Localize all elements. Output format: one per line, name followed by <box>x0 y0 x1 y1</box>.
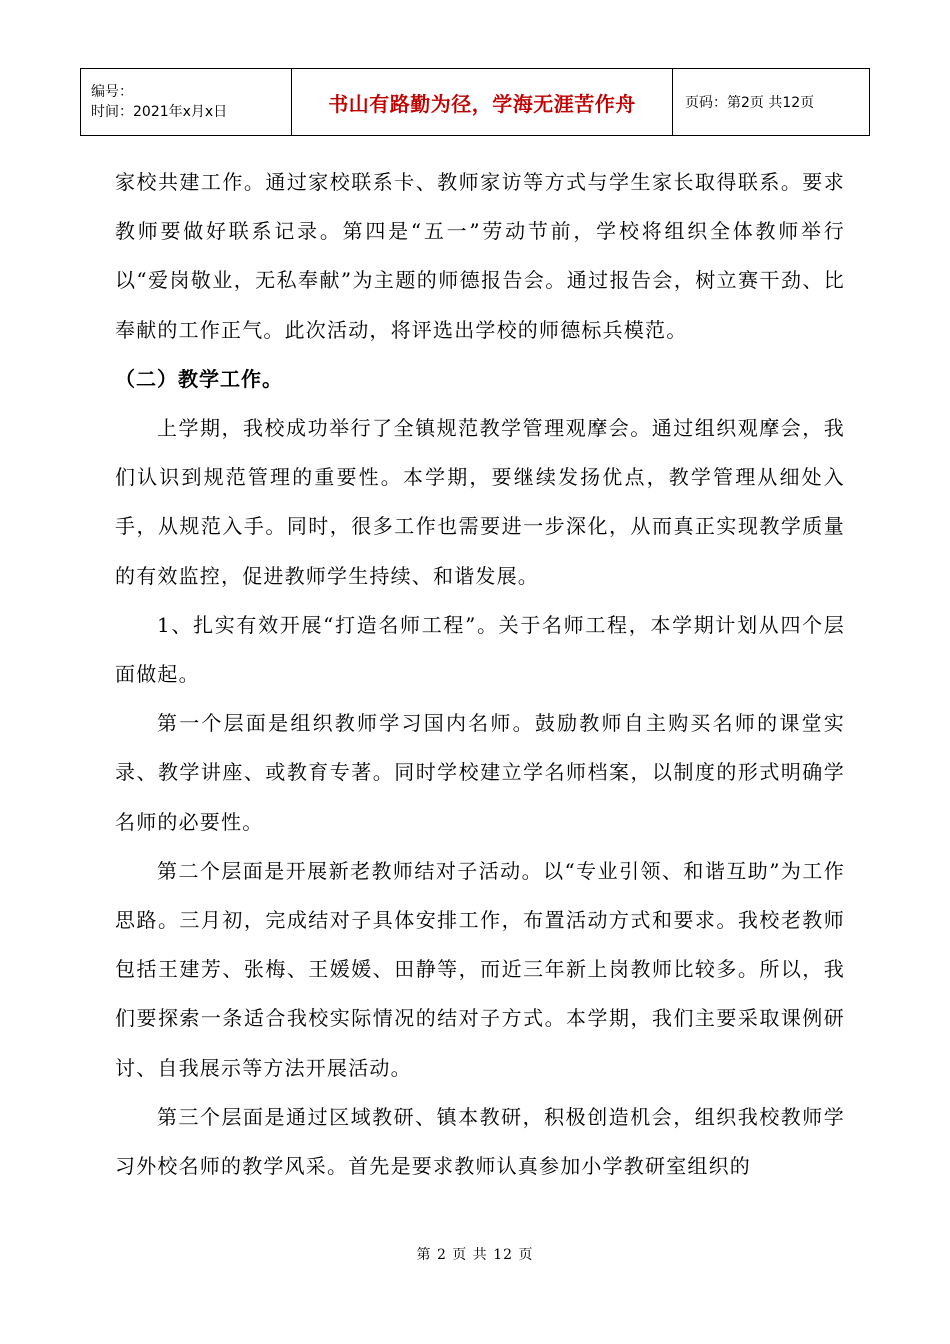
document-date-label: 时间：2021年x月x日 <box>91 104 228 120</box>
document-header <box>80 68 870 136</box>
body-paragraph: 上学期，我校成功举行了全镇规范教学管理观摩会。通过组织观摩会，我们认识到规范管理的重要性。本学期，要继续发扬优点，教学管理从细处入手，从规范入手。同时，很多工作也需要进一步深化，从而真正实现教学质量的有效监控，促进教师学生持续、和谐发展。 <box>115 416 845 588</box>
body-paragraph: 家校共建工作。通过家校联系卡、教师家访等方式与学生家长取得联系。要求教师要做好联系记录。第四是“五一”劳动节前，学校将组织全体教师举行以“爱岗敬业，无私奉献”为主题的师德报告会。通过报告会，树立赛干劲、比奉献的工作正气。此次活动，将评选出学校的师德标兵模范。 <box>115 170 845 342</box>
section-heading: （二）教学工作。 <box>115 366 283 391</box>
document-number-label: 编号： <box>91 84 133 100</box>
header-meta <box>81 69 292 136</box>
body-paragraph: 1、扎实有效开展“打造名师工程”。关于名师工程，本学期计划从四个层面做起。 <box>115 612 845 687</box>
body-paragraph: 第二个层面是开展新老教师结对子活动。以“专业引领、和谐互助”为工作思路。三月初，完成结对子具体安排工作，布置活动方式和要求。我校老教师包括王建芳、张梅、王媛媛、田静等，而近三年新上岗教师比较多。所以，我们要探索一条适合我校实际情况的结对子方式。本学期，我们主要采取课例研讨、自我展示等方法开展活动。 <box>115 858 845 1080</box>
header-page-info: 页码：第2页 共12页 <box>673 69 870 136</box>
document-body <box>115 158 845 1191</box>
body-paragraph: 第一个层面是组织教师学习国内名师。鼓励教师自主购买名师的课堂实录、教学讲座、或教育专著。同时学校建立学名师档案，以制度的形式明确学名师的必要性。 <box>115 711 845 834</box>
page-footer: 第 2 页 共 12 页 <box>416 1247 534 1263</box>
header-motto: 书山有路勤为径，学海无涯苦作舟 <box>292 69 673 136</box>
body-paragraph: 第三个层面是通过区域教研、镇本教研，积极创造机会，组织我校教师学习外校名师的教学风采。首先是要求教师认真参加小学教研室组织的 <box>115 1104 845 1179</box>
